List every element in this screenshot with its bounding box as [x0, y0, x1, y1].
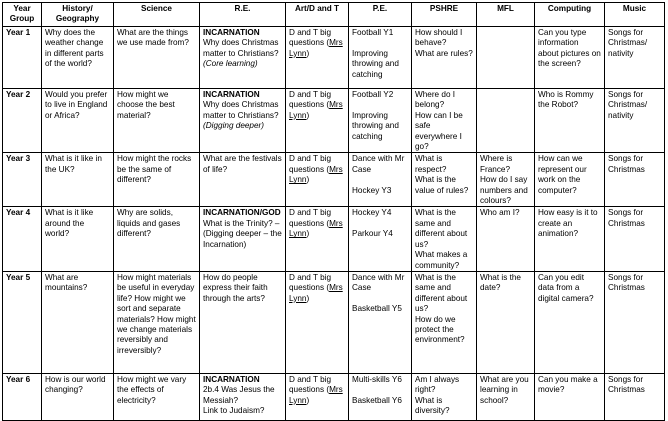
cell-line: Basketball Y6: [352, 395, 402, 405]
line-spacer: [352, 385, 408, 395]
cell-line: Who am I?: [480, 208, 520, 218]
cell-line: Where do I belong?: [415, 90, 456, 110]
cell-computing: Can you make a movie?: [535, 373, 605, 420]
cell-line: What are the festivals of life?: [203, 154, 282, 174]
cell-art-dt: D and T big questions (Mrs Lynn): [286, 153, 349, 207]
cell-year: Year 4: [3, 207, 42, 271]
cell-pshre: [412, 271, 477, 373]
cell-line: Where is France?: [480, 154, 513, 174]
cell-music: Songs for Christmas/ nativity: [605, 27, 665, 89]
cell-line: (Digging deeper): [203, 121, 264, 131]
cell-art-dt: D and T big questions (Mrs Lynn): [286, 373, 349, 420]
header-history-geography: History/ Geography: [42, 3, 114, 27]
cell-year: Year 2: [3, 89, 42, 153]
teacher-name: Mrs Lynn: [289, 38, 343, 58]
cell-line: Football Y1: [352, 28, 394, 37]
cell-line: Improving throwing and catching: [352, 110, 399, 141]
cell-line: What makes a community?: [415, 250, 468, 270]
header-re: R.E.: [200, 3, 286, 27]
cell-pe: [349, 373, 412, 420]
cell-re: [200, 153, 286, 207]
header-science: Science: [114, 3, 200, 27]
header-mfl: MFL: [477, 3, 535, 27]
cell-mfl: [477, 207, 535, 271]
cell-re: [200, 207, 286, 271]
cell-line: How do I say numbers and colours?: [480, 175, 528, 206]
header-art-dt: Art/D and T: [286, 3, 349, 27]
cell-line: Improving throwing and catching: [352, 48, 399, 79]
cell-line: How do people express their faith through the arts?: [203, 272, 268, 303]
teacher-name: Mrs Lynn: [289, 385, 343, 405]
cell-re: [200, 373, 286, 420]
cell-line: INCARNATION: [203, 90, 260, 99]
cell-music: Songs for Christmas: [605, 373, 665, 420]
cell-line: Am I always right?: [415, 374, 460, 395]
line-spacer: [352, 100, 408, 110]
cell-science: What are the things we use made from?: [114, 27, 200, 89]
cell-line: What is the same and different about us?: [415, 272, 468, 314]
header-pshre: PSHRE: [412, 3, 477, 27]
cell-music: Songs for Christmas: [605, 207, 665, 271]
cell-science: How might the rocks be the same of different?: [114, 153, 200, 207]
cell-pe: [349, 153, 412, 207]
cell-line: What is the Trinity? – (Digging deeper – the Incarnation): [203, 218, 282, 249]
cell-music: Songs for Christmas: [605, 271, 665, 373]
cell-music: Songs for Christmas/ nativity: [605, 89, 665, 153]
header-pe: P.E.: [349, 3, 412, 27]
cell-line: 2b.4 Was Jesus the Messiah?: [203, 385, 275, 405]
cell-line: Football Y2: [352, 90, 394, 99]
cell-line: INCARNATION: [203, 374, 260, 384]
line-spacer: [352, 175, 408, 185]
cell-line: How should I behave?: [415, 28, 463, 48]
cell-year: Year 6: [3, 373, 42, 420]
cell-year: Year 1: [3, 27, 42, 89]
cell-year: Year 5: [3, 271, 42, 373]
table-row: [3, 207, 665, 271]
cell-pshre: [412, 89, 477, 153]
cell-history-geography: Why does the weather change in different parts of the world?: [42, 27, 114, 89]
teacher-name: Mrs Lynn: [289, 100, 343, 120]
header-year-group: Year Group: [3, 3, 42, 27]
cell-line: What is respect?: [415, 154, 447, 174]
cell-pshre: [412, 373, 477, 420]
header-music: Music: [605, 3, 665, 27]
cell-line: How can I be safe everywhere I go?: [415, 110, 463, 152]
cell-line: Link to Judaism?: [203, 406, 265, 416]
table-row: [3, 153, 665, 207]
cell-pe: [349, 207, 412, 271]
cell-history-geography: What is it like in the UK?: [42, 153, 114, 207]
cell-line: Why does Christmas matter to Christians?: [203, 100, 279, 120]
cell-pshre: [412, 207, 477, 271]
cell-history-geography: What are mountains?: [42, 271, 114, 373]
cell-history-geography: How is our world changing?: [42, 373, 114, 420]
table-row: [3, 373, 665, 420]
cell-line: What is diversity?: [415, 395, 450, 416]
cell-art-dt: D and T big questions (Mrs Lynn): [286, 207, 349, 271]
cell-science: How might materials be useful in everyday life? How might we sort and separate materials? How might we change materials reversibly and irreversibly?: [114, 271, 200, 373]
cell-mfl: [477, 271, 535, 373]
cell-re: [200, 89, 286, 153]
cell-re: [200, 27, 286, 89]
cell-line: What are rules?: [415, 48, 473, 58]
line-spacer: [352, 38, 408, 48]
cell-line: INCARNATION: [203, 28, 260, 37]
cell-line: Multi-skills Y6: [352, 374, 402, 384]
cell-music: Songs for Christmas: [605, 153, 665, 207]
cell-line: Parkour Y4: [352, 229, 393, 239]
cell-art-dt: D and T big questions (Mrs Lynn): [286, 27, 349, 89]
cell-mfl: [477, 89, 535, 153]
teacher-name: Mrs Lynn: [289, 283, 343, 303]
cell-art-dt: D and T big questions (Mrs Lynn): [286, 271, 349, 373]
cell-science: How might we vary the effects of electricity?: [114, 373, 200, 420]
table-row: [3, 271, 665, 373]
cell-line: Dance with Mr Case: [352, 154, 405, 174]
cell-computing: Who is Rommy the Robot?: [535, 89, 605, 153]
cell-line: What are you learning in school?: [480, 374, 529, 405]
cell-year: Year 3: [3, 153, 42, 207]
cell-mfl: [477, 373, 535, 420]
cell-mfl: [477, 153, 535, 207]
cell-computing: Can you edit data from a digital camera?: [535, 271, 605, 373]
cell-mfl: [477, 27, 535, 89]
cell-pe: [349, 27, 412, 89]
teacher-name: Mrs Lynn: [289, 218, 343, 239]
cell-history-geography: Would you prefer to live in England or Africa?: [42, 89, 114, 153]
header-computing: Computing: [535, 3, 605, 27]
cell-science: How might we choose the best material?: [114, 89, 200, 153]
teacher-name: Mrs Lynn: [289, 164, 343, 185]
cell-line: What is the date?: [480, 272, 521, 293]
cell-pshre: [412, 27, 477, 89]
cell-re: [200, 271, 286, 373]
line-spacer: [352, 294, 408, 304]
cell-line: Basketball Y5: [352, 304, 402, 314]
cell-line: Hockey Y3: [352, 185, 392, 195]
cell-pe: [349, 271, 412, 373]
cell-computing: Can you type information about pictures on the screen?: [535, 27, 605, 89]
cell-pshre: [412, 153, 477, 207]
cell-line: How do we protect the environment?: [415, 314, 465, 345]
cell-history-geography: What is it like around the world?: [42, 207, 114, 271]
cell-line: What is the same and different about us?: [415, 208, 468, 249]
cell-line: Dance with Mr Case: [352, 272, 405, 293]
cell-line: Why does Christmas matter to Christians?: [203, 38, 279, 58]
cell-line: INCARNATION/GOD: [203, 208, 281, 218]
cell-line: (Core learning): [203, 59, 258, 69]
table-row: [3, 27, 665, 89]
cell-computing: How can we represent our work on the computer?: [535, 153, 605, 207]
line-spacer: [352, 219, 408, 229]
header-row: [3, 3, 665, 27]
curriculum-table: [2, 2, 665, 421]
cell-art-dt: D and T big questions (Mrs Lynn): [286, 89, 349, 153]
cell-line: Hockey Y4: [352, 208, 392, 218]
table-row: [3, 89, 665, 153]
cell-computing: How easy is it to create an animation?: [535, 207, 605, 271]
cell-pe: [349, 89, 412, 153]
cell-line: What is the value of rules?: [415, 175, 469, 195]
cell-science: Why are solids, liquids and gases different?: [114, 207, 200, 271]
